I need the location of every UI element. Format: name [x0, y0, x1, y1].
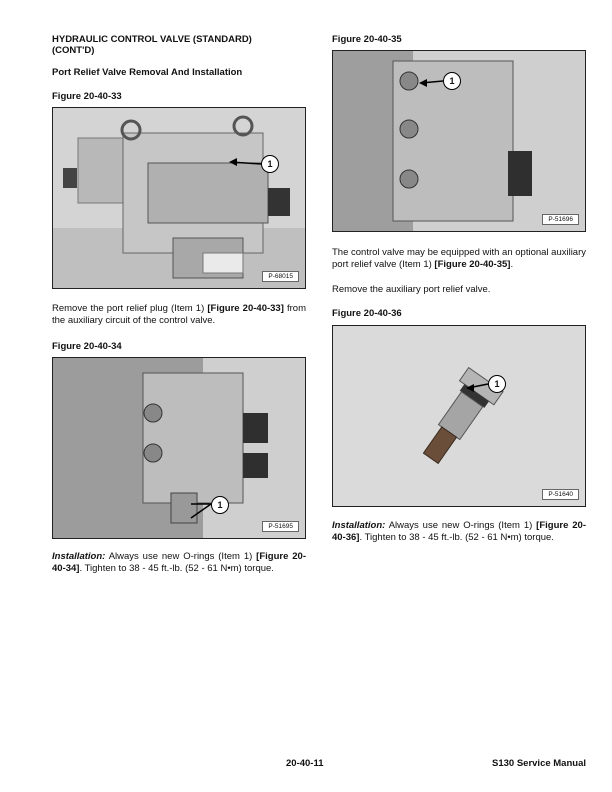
- text-run: . Tighten to 38 - 45 ft.-lb. (52 - 61 N•m) torque.: [359, 532, 554, 543]
- text-run: from the auxiliary circuit of the control valve.: [52, 303, 306, 326]
- figure-caption-33: Figure 20-40-33: [52, 91, 122, 102]
- figure-reference: [Figure 20-40-35]: [434, 259, 511, 270]
- paragraph-installation-34: [52, 551, 306, 575]
- text-run: Always use new O-rings (Item 1): [105, 551, 257, 562]
- photo-code-35: P-51696: [542, 214, 579, 225]
- callout-badge-34: 1: [211, 496, 229, 514]
- control-valve-photo: [53, 108, 305, 288]
- figure-20-40-33-photo: [52, 107, 306, 289]
- figure-reference: [Figure 20-40-34]: [52, 551, 306, 574]
- figure-reference: [Figure 20-40-33]: [207, 303, 284, 314]
- text-run: .: [510, 259, 514, 270]
- figure-20-40-35-photo: [332, 50, 586, 232]
- installation-label: Installation:: [332, 520, 386, 531]
- text-run: Always use new O-rings (Item 1): [385, 520, 537, 531]
- paragraph-remove-aux: Remove the auxiliary port relief valve.: [332, 284, 491, 295]
- figure-caption-34: Figure 20-40-34: [52, 341, 122, 352]
- paragraph-installation-36: [332, 520, 586, 544]
- page-number: 20-40-11: [286, 758, 324, 769]
- photo-code-33: P-68015: [262, 271, 299, 282]
- valve-side-photo: [53, 358, 305, 538]
- figure-reference: [Figure 20-40-36]: [332, 520, 586, 543]
- header-title-line2: (CONT'D): [52, 45, 95, 56]
- header-title-line1: HYDRAULIC CONTROL VALVE (STANDARD): [52, 34, 252, 45]
- paragraph-optional-valve: [332, 247, 586, 271]
- relief-valve-cartridge-photo: [333, 326, 585, 506]
- installation-label: Installation:: [52, 551, 106, 562]
- section-title: Port Relief Valve Removal And Installation: [52, 67, 243, 78]
- page-header-title: [52, 34, 302, 56]
- photo-code-34: P-51695: [262, 521, 299, 532]
- figure-caption-35: Figure 20-40-35: [332, 34, 402, 45]
- figure-20-40-34-photo: [52, 357, 306, 539]
- figure-20-40-36-photo: [332, 325, 586, 507]
- callout-badge-35: 1: [443, 72, 461, 90]
- photo-code-36: P-51640: [542, 489, 579, 500]
- callout-badge-36: 1: [488, 375, 506, 393]
- figure-caption-36: Figure 20-40-36: [332, 308, 402, 319]
- paragraph-remove-plug: [52, 303, 306, 327]
- text-run: The control valve may be equipped with an optional auxiliary port relief valve (Item 1): [332, 247, 587, 270]
- text-run: Remove the port relief plug (Item 1): [52, 303, 208, 314]
- text-run: . Tighten to 38 - 45 ft.-lb. (52 - 61 N•m) torque.: [79, 563, 274, 574]
- manual-title: S130 Service Manual: [492, 758, 586, 769]
- callout-badge-33: 1: [261, 155, 279, 173]
